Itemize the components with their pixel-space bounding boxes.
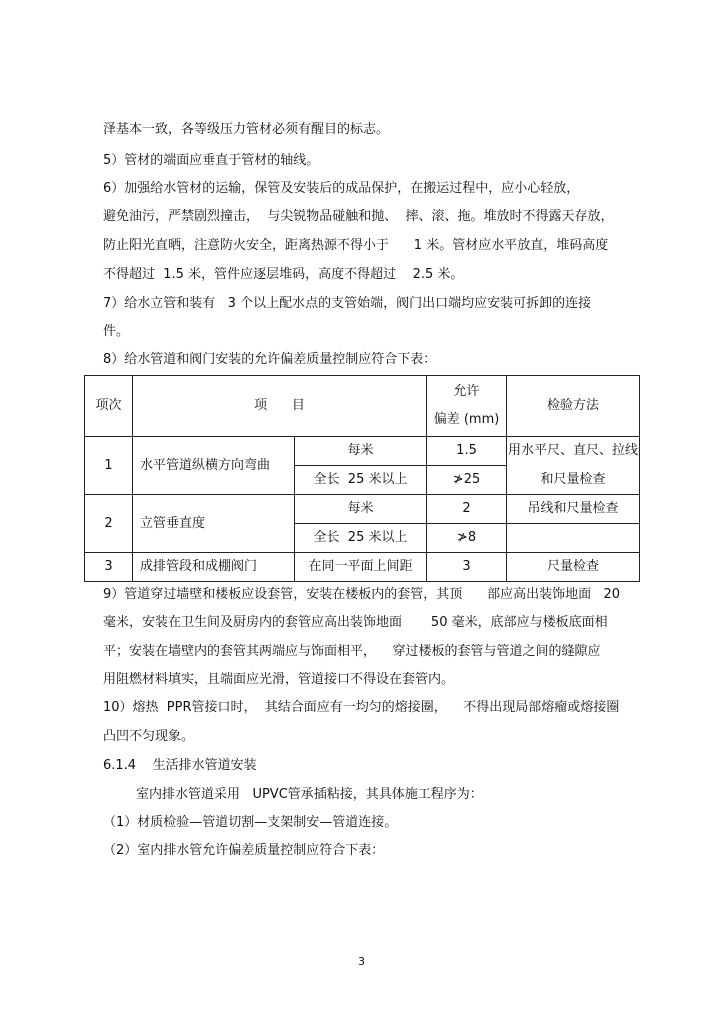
row-index: 3	[85, 553, 133, 582]
table-header-row	[85, 376, 640, 437]
paragraph-line: 防止阳光直晒，注意防火安全，距离热源不得小于 1 米。管材应水平放直，堆码高度	[103, 238, 609, 253]
row-method	[507, 437, 640, 495]
row-sub-item: 全长 25 米以上	[295, 466, 427, 495]
paragraph-line: 9）管道穿过墙壁和楼板应设套管，安装在楼板内的套管，其顶 部应高出装饰地面 20	[103, 587, 621, 602]
paragraph-line: 7）给水立管和装有 3 个以上配水点的支管始端，阀门出口端均应安装可拆卸的连接	[103, 296, 592, 311]
row-index: 1	[85, 437, 133, 495]
row-method: 尺量检查	[507, 553, 640, 582]
row-item: 成排管段和成棚阀门	[133, 553, 295, 582]
header-tolerance	[427, 376, 507, 437]
row-index: 2	[85, 495, 133, 553]
paragraph-line: 不得超过 1.5 米，管件应逐层堆码，高度不得超过 2.5 米。	[103, 267, 464, 282]
row-sub-item: 每米	[295, 495, 427, 524]
header-index: 项次	[85, 376, 133, 437]
table-row	[85, 495, 640, 524]
header-item: 项 目	[133, 376, 427, 437]
paragraph-line: 件。	[103, 324, 130, 339]
paragraph-line: 平；安装在墙壁内的套管其两端应与饰面相平， 穿过楼板的套管与管道之间的缝隙应	[103, 644, 601, 659]
row-tolerance: 3	[427, 553, 507, 582]
section-heading: 6.1.4 生活排水管道安装	[103, 758, 257, 773]
paragraph-line: 用阻燃材料填实，且端面应光滑，管道接口不得设在套管内。	[103, 672, 455, 687]
tolerance-table	[84, 375, 640, 582]
paragraph-line: （1）材质检验—管道切割—支架制安—管道连接。	[103, 815, 398, 830]
row-method: 吊线和尺量检查	[507, 495, 640, 524]
paragraph-line: 室内排水管道采用 UPVC管承插粘接，其具体施工程序为：	[103, 787, 483, 802]
row-tolerance: 1.5	[427, 437, 507, 466]
paragraph-line: 泽基本一致，各等级压力管材必须有醒目的标志。	[103, 122, 390, 137]
row-method	[507, 524, 640, 553]
paragraph-line: 6）加强给水管材的运输，保管及安装后的成品保护，在搬运过程中，应小心轻放，	[103, 181, 580, 196]
page-number: 3	[358, 955, 365, 968]
row-sub-item: 在同一平面上间距	[295, 553, 427, 582]
paragraph-line: 凸凹不匀现象。	[103, 729, 195, 744]
table-row	[85, 553, 640, 582]
row-sub-item: 每米	[295, 437, 427, 466]
row-sub-item: 全长 25 米以上	[295, 524, 427, 553]
paragraph-line: 避免油污，严禁剧烈撞击， 与尖锐物品碰触和抛、 摔、滚、拖。堆放时不得露天存放，	[103, 209, 614, 224]
table-row	[85, 437, 640, 466]
paragraph-line: （2）室内排水管允许偏差质量控制应符合下表：	[103, 843, 385, 858]
row-method-line1: 用水平尺、直尺、拉线	[508, 443, 639, 458]
header-tolerance-line1: 允许	[453, 384, 480, 399]
header-tolerance-line2: 偏差 (mm)	[433, 412, 500, 427]
row-tolerance: ≯25	[427, 466, 507, 495]
paragraph-line: 8）给水管道和阀门安装的允许偏差质量控制应符合下表：	[103, 352, 437, 367]
paragraph-line: 毫米，安装在卫生间及厨房内的套管应高出装饰地面 50 毫米，底部应与楼板底面相	[103, 615, 608, 630]
header-method: 检验方法	[507, 376, 640, 437]
row-tolerance: ≯8	[427, 524, 507, 553]
paragraph-line: 5）管材的端面应垂直于管材的轴线。	[103, 153, 320, 168]
paragraph-line: 10）熔热 PPR管接口时， 其结合面应有一均匀的熔接圈， 不得出现局部熔瘤或熔接圈	[103, 700, 620, 715]
row-method-line2: 和尺量检查	[540, 472, 606, 487]
row-item: 立管垂直度	[133, 495, 295, 553]
row-tolerance: 2	[427, 495, 507, 524]
row-item: 水平管道纵横方向弯曲	[133, 437, 295, 495]
